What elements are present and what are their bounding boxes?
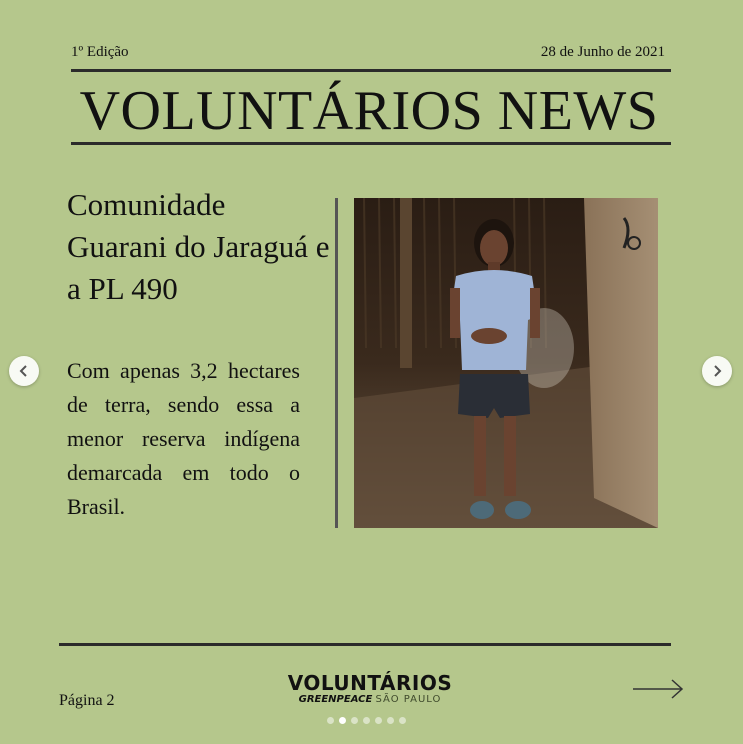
chevron-right-icon (711, 365, 723, 377)
carousel-dot[interactable] (375, 717, 382, 724)
carousel-indicator (327, 717, 406, 724)
header-row (71, 44, 665, 61)
carousel-dot[interactable] (363, 717, 370, 724)
chevron-left-icon (18, 365, 30, 377)
carousel-dot[interactable] (351, 717, 358, 724)
carousel-dot[interactable] (387, 717, 394, 724)
carousel-dot[interactable] (327, 717, 334, 724)
logo-city: SÃO PAULO (375, 694, 442, 705)
masthead-top-rule (71, 69, 671, 72)
date-label: 28 de Junho de 2021 (540, 44, 665, 60)
carousel-next-button[interactable] (702, 356, 732, 386)
voluntarios-logo (280, 672, 460, 706)
carousel-dot[interactable] (399, 717, 406, 724)
edition-label: 1º Edição (71, 44, 129, 60)
page-number: Página 2 (59, 692, 115, 709)
logo-subtitle (280, 694, 460, 706)
masthead-title: VOLUNTÁRIOS NEWS (79, 80, 659, 142)
carousel-dot[interactable] (339, 717, 346, 724)
logo-title: VOLUNTÁRIOS (287, 671, 453, 695)
article-body: Com apenas 3,2 hectares de terra, sendo essa a menor reserva indígena demarcada em todo o Brasil. (67, 358, 300, 519)
arrow-right-icon (632, 678, 684, 700)
carousel-prev-button[interactable] (9, 356, 39, 386)
article-headline: Comunidade Guarani do Jaraguá e a PL 490 (67, 187, 330, 306)
footer-rule (59, 643, 671, 646)
masthead-bottom-rule (71, 142, 671, 145)
article-photo (354, 198, 658, 528)
logo-greenpeace: GREENPEACE (298, 694, 373, 705)
column-divider (335, 198, 338, 528)
